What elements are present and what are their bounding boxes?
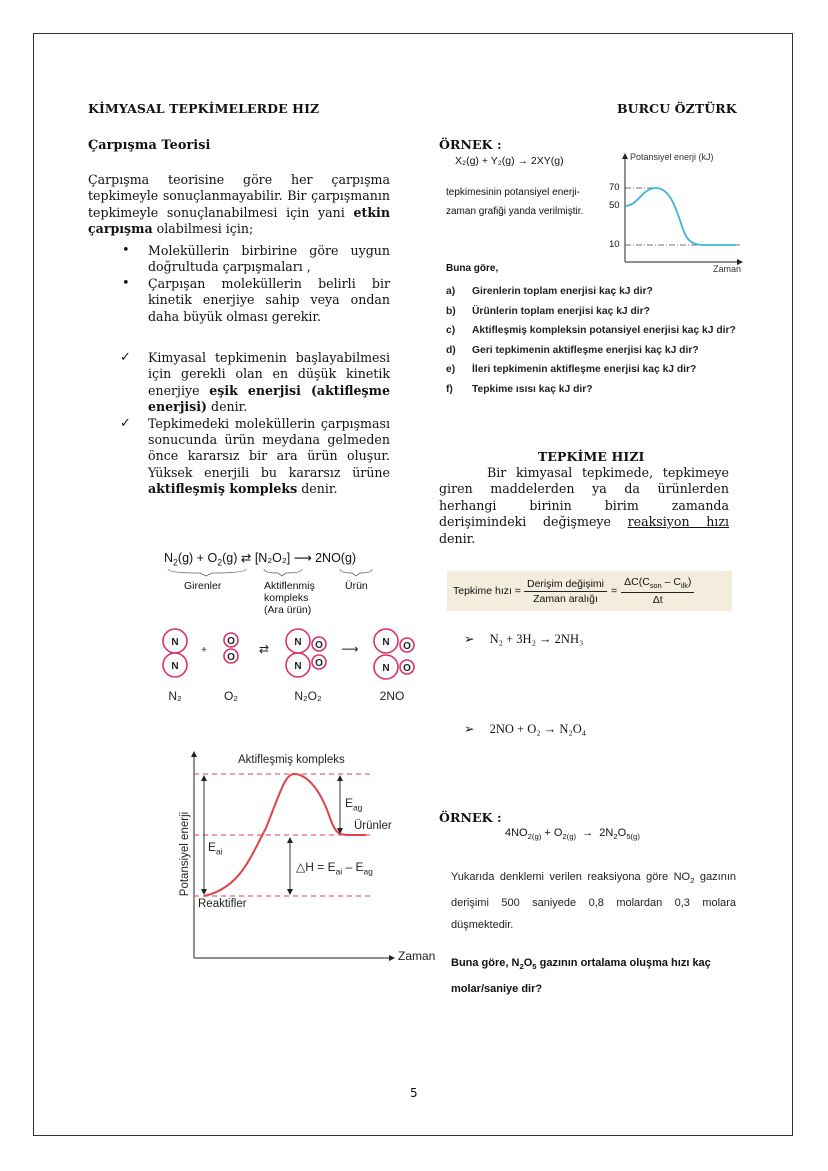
question-item: b) Ürünlerin toplam enerjisi kaç kJ dir?: [446, 305, 650, 317]
reaction-rate-term: reaksiyon hızı: [627, 514, 729, 530]
formula-lhs: Tepkime hızı =: [453, 585, 521, 597]
example-reaction-2: ➢ 2NO + O₂ → N₂O₄: [464, 722, 587, 736]
example2-equation: $4NO_{2(g)} + O_{2(g)} \to 2N_2O_{5(g)}$: [505, 827, 640, 842]
example1-description: tepkimesinin potansiyel enerji- zaman grafiği yanda verilmiştir.: [446, 187, 584, 217]
figure-equation: $N_2(g) + O_2(g)$ ⇄ [N₂O₂] ⟶ 2NO(g): [164, 551, 357, 568]
arrow-icon: ⟶: [293, 551, 312, 565]
question-item: c) Aktifleşmiş kompleksin potansiyel enerjisi kaç kJ dir?: [446, 325, 736, 337]
bullet-icon: •: [122, 275, 130, 291]
fraction-delta: $\frac{\Delta C(C_{son} - C_{ilk})}{\Delta t}$: [621, 576, 694, 605]
example1-title: ÖRNEK :: [439, 137, 502, 152]
question-item: a) Girenlerin toplam enerjisi kaç kJ dir?: [446, 286, 653, 297]
energy-diagram: [170, 748, 440, 968]
eai-label: $E_{ai}$: [208, 840, 223, 857]
check-item: ✓ Kimyasal tepkimenin başlayabilmesi için gerekli olan en düşük kinetik enerjiye eşik enerjisi (aktifleşme enerjisi) denir.: [120, 350, 390, 415]
svg-text:N₂O₂: N₂O₂: [294, 689, 322, 703]
svg-text:O: O: [403, 641, 411, 652]
svg-text:O₂: O₂: [224, 689, 238, 703]
svg-text:⟶: ⟶: [341, 642, 359, 656]
checkmark-icon: ✓: [120, 415, 131, 431]
example1-equation: X₂(g) + Y₂(g) → 2XY(g): [455, 155, 564, 167]
equilibrium-arrow-icon: ⇄: [240, 551, 252, 565]
energy-diagram-plot: [170, 748, 440, 968]
bullet-item: • Moleküllerin birbirine göre uygun doğrultuda çarpışmaları ,: [122, 243, 390, 275]
rate-definition: Bir kimyasal tepkimede, tepkimeye giren maddelerden ya da ürünlerden herhangi birinin birim zamanda derişimindeki değişmeye reaksiyon hızı denir.: [439, 465, 729, 546]
arrow-bullet-icon: ➢: [464, 722, 475, 736]
section-title: Çarpışma Teorisi: [88, 138, 211, 153]
svg-text:N: N: [382, 663, 390, 674]
svg-text:O: O: [315, 640, 323, 651]
eag-label: $E_{ag}$: [345, 796, 363, 813]
page-title: KİMYASAL TEPKİMELERDE HIZ: [88, 101, 320, 116]
delta-h-label: △H = $E_{ai} - E_{ag}$: [296, 860, 373, 877]
author-name: BURCU ÖZTÜRK: [617, 101, 737, 116]
buna-gore-label: Buna göre,: [446, 263, 499, 274]
svg-text:O: O: [403, 663, 411, 674]
example1-questions: [446, 286, 766, 404]
svg-text:N: N: [294, 661, 302, 672]
checkmark-icon: ✓: [120, 350, 131, 365]
products-label: Ürünler: [354, 820, 392, 832]
check-list: [120, 350, 390, 498]
example-reaction-1: ➢ N₂ + 3H₂ → 2NH₃: [464, 632, 584, 646]
intro-text: Çarpışma teorisine göre her çarpışma tepkimeyle sonuçlanmayabilir. Bir çarpışmanın tepkimeyle sonuçlanabilmesi için yani: [88, 172, 390, 220]
collision-figure: [160, 550, 410, 710]
bullet-list: [122, 243, 390, 325]
example2-description: Yukarıda denklemi verilen reaksiyona göre $NO_2$ gazının derişimi 500 saniyede 0,8 molardan 0,3 molara düşmektedir.: [451, 871, 737, 932]
question-item: f) Tepkime ısısı kaç kJ dir?: [446, 383, 593, 395]
reactants-label: Reaktifler: [198, 898, 247, 910]
fraction-concentration-time: $\frac{\text{Derişim değişimi}}{\text{Zaman aralığı}}$: [524, 578, 607, 605]
example2-question: Buna göre, $N_2O_5$ gazının ortalama oluşma hızı kaç molar/saniye dir?: [451, 957, 711, 996]
y-axis-label: Potansiyel enerji: [179, 811, 191, 897]
rate-section-title: TEPKİME HIZI: [538, 449, 645, 464]
svg-text:N: N: [294, 637, 302, 648]
intro-paragraph: [88, 172, 390, 238]
product-label: Ürün: [345, 580, 368, 592]
example1-graph: [600, 150, 750, 280]
reactants-label: Girenler: [184, 580, 222, 592]
svg-text:O: O: [227, 636, 235, 647]
tick-10: 10: [609, 239, 620, 250]
x-axis-label: Zaman: [398, 949, 436, 963]
question-item: d) Geri tepkimenin aktifleşme enerjisi kaç kJ dir?: [446, 344, 699, 356]
bullet-icon: •: [122, 243, 130, 258]
graph-x-label: Zaman: [713, 264, 742, 274]
check-item: ✓ Tepkimedeki moleküllerin çarpışması sonucunda ürün meydana gelmeden önce kararsız bir ara ürün oluşur. Yüksek enerjili bu kararsız ürüne aktifleşmiş kompleks denir.: [120, 415, 390, 497]
svg-text:N₂: N₂: [168, 689, 182, 703]
complex-label: Aktiflenmiş kompleks (Ara ürün): [264, 580, 315, 616]
bullet-item: • Çarpışan moleküllerin belirli bir kinetik enerjiye sahip veya ondan daha büyük olması gerekir.: [122, 275, 390, 324]
question-item: e) İleri tepkimenin aktifleşme enerjisi kaç kJ dir?: [446, 364, 697, 376]
example1-graph-plot: [600, 150, 750, 280]
intro-end: olabilmesi için;: [156, 221, 254, 237]
molecule-diagram: [160, 628, 420, 710]
svg-text:⇄: ⇄: [258, 642, 270, 656]
activated-complex-label: Aktifleşmiş kompleks: [238, 754, 345, 766]
svg-text:N: N: [171, 661, 179, 672]
svg-text:+: +: [201, 645, 207, 656]
tick-50: 50: [609, 200, 620, 211]
intro-bold: etkin çarpışma: [88, 204, 390, 237]
svg-text:2NO: 2NO: [379, 689, 405, 703]
rate-formula-box: Tepkime hızı = $\frac{\text{Derişim değişimi}}{\text{Zaman aralığı}}$ = $\frac{\Delta C(C_{son} - C_{ilk})}{\Delta t}$: [447, 571, 732, 611]
tick-70: 70: [609, 182, 620, 193]
svg-text:N: N: [171, 637, 179, 648]
brace-icons: [160, 567, 410, 577]
graph-y-label: Potansiyel enerji (kJ): [630, 152, 714, 162]
arrow-bullet-icon: ➢: [464, 632, 475, 646]
example2-title: ÖRNEK :: [439, 810, 502, 825]
page-number: 5: [410, 1086, 418, 1100]
svg-text:O: O: [227, 652, 235, 663]
svg-text:N: N: [382, 637, 390, 648]
svg-text:O: O: [315, 658, 323, 669]
